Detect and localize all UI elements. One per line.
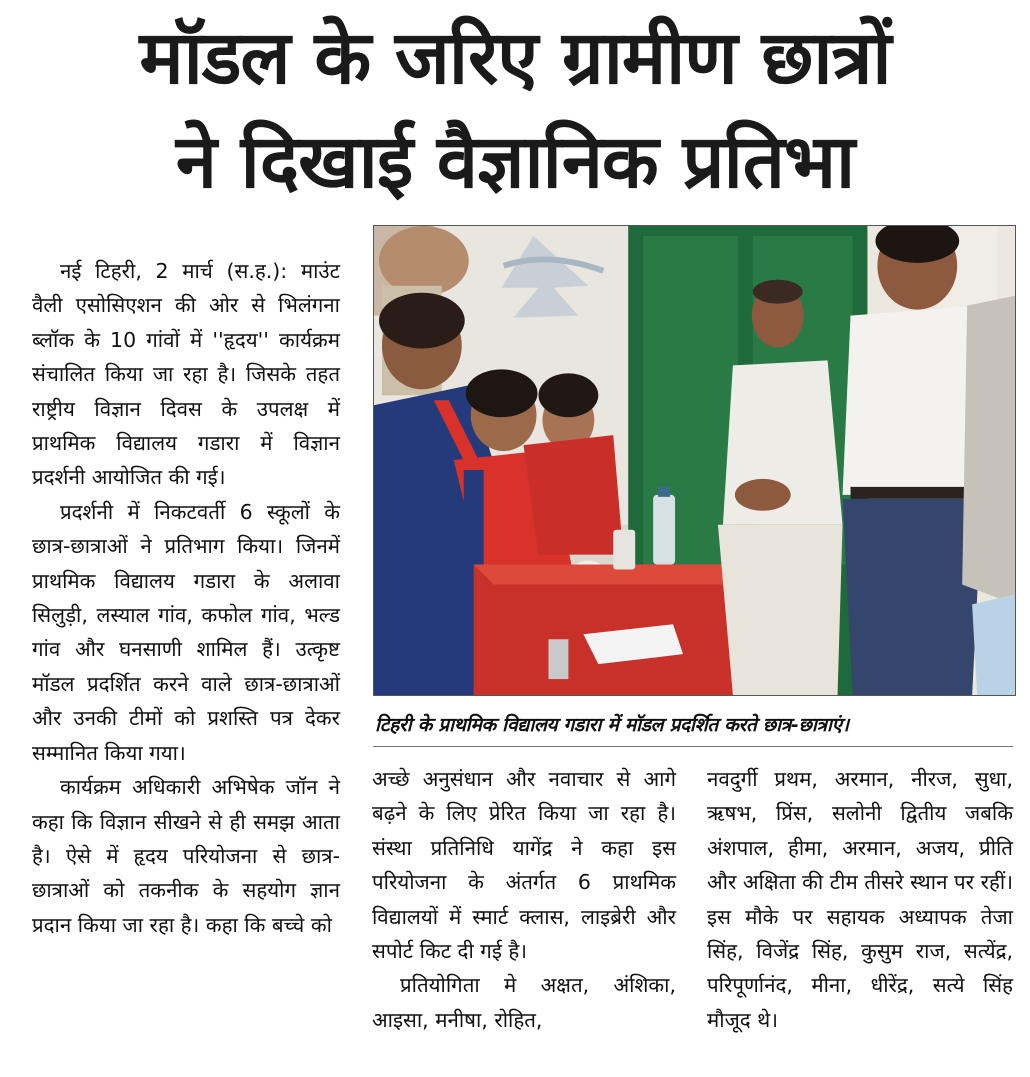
headline-line-2: ने दिखाई वैज्ञानिक प्रतिभा [175, 119, 855, 205]
caption-divider [373, 746, 1013, 747]
article-paragraph: प्रदर्शनी में निकटवर्ती 6 स्कूलों के छात्र-छात्राओं ने प्रतिभाग किया। जिनमें प्राथमिक विद्यालय गडारा के अलावा सिलुड़ी, लस्याल गांव, कफोल गांव, भल्ड गांव और घनसाणी शामिल हैं। उत्कृष्ट मॉडल प्रदर्शित करने वाले छात्र-छात्राओं और उनकी टीमों को प्रशस्ति पत्र देकर सम्मानित किया गया। [32, 499, 340, 765]
headline-line-1: मॉडल के जरिए ग्रामीण छात्रों [139, 15, 891, 101]
article-column-2 [372, 762, 676, 1037]
article-paragraph: अच्छे अनुसंधान और नवाचार से आगे बढ़ने के लिए प्रेरित किया जा रहा है। संस्था प्रतिनिधि यागेंद्र ने कहा इस परियोजना के अंतर्गत 6 प्राथमिक विद्यालयों में स्मार्ट क्लास, लाइब्रेरी और सपोर्ट किट दी गई है। [372, 767, 676, 964]
article-paragraph: नई टिहरी, 2 मार्च (स.ह.): माउंट वैली एसोसिएशन की ओर से भिलंगना ब्लॉक के 10 गांवों में ''हृदय'' कार्यक्रम संचालित किया जा रहा है। जिसके तहत राष्ट्रीय विज्ञान दिवस के उपलक्ष में प्राथमिक विद्यालय गडारा में विज्ञान प्रदर्शनी आयोजित की गई। [32, 259, 340, 490]
article-paragraph: कार्यक्रम अधिकारी अभिषेक जॉन ने कहा कि विज्ञान सीखने से ही समझ आता है। ऐसे में हृदय परियोजना से छात्र-छात्राओं को तकनीक के सहयोग ज्ञान प्रदान किया जा रहा है। कहा कि बच्चे को [32, 775, 340, 937]
article-paragraph: प्रतियोगिता मे अक्षत, अंशिका, आइसा, मनीषा, रोहित, [372, 973, 676, 1032]
article-column-3 [707, 762, 1013, 1037]
students-exhibition-photo [374, 226, 1015, 695]
news-photo [373, 225, 1016, 696]
article-column-1 [32, 254, 340, 942]
article-paragraph: नवदुर्गी प्रथम, अरमान, नीरज, सुधा, ऋषभ, प्रिंस, सलोनी द्वितीय जबकि अंशपाल, हीमा, अरमान, अजय, प्रीति और अक्षिता की टीम तीसरे स्थान पर रहीं। इस मौके पर सहायक अध्यापक तेजा सिंह, विजेंद्र सिंह, कुसुम राज, सत्येंद्र, परिपूर्णानंद, मीना, धीरेंद्र, सत्ये सिंह मौजूद थे। [707, 767, 1013, 1032]
photo-caption: टिहरी के प्राथमिक विद्यालय गडारा में मॉडल प्रदर्शित करते छात्र-छात्राएं। [375, 714, 849, 736]
